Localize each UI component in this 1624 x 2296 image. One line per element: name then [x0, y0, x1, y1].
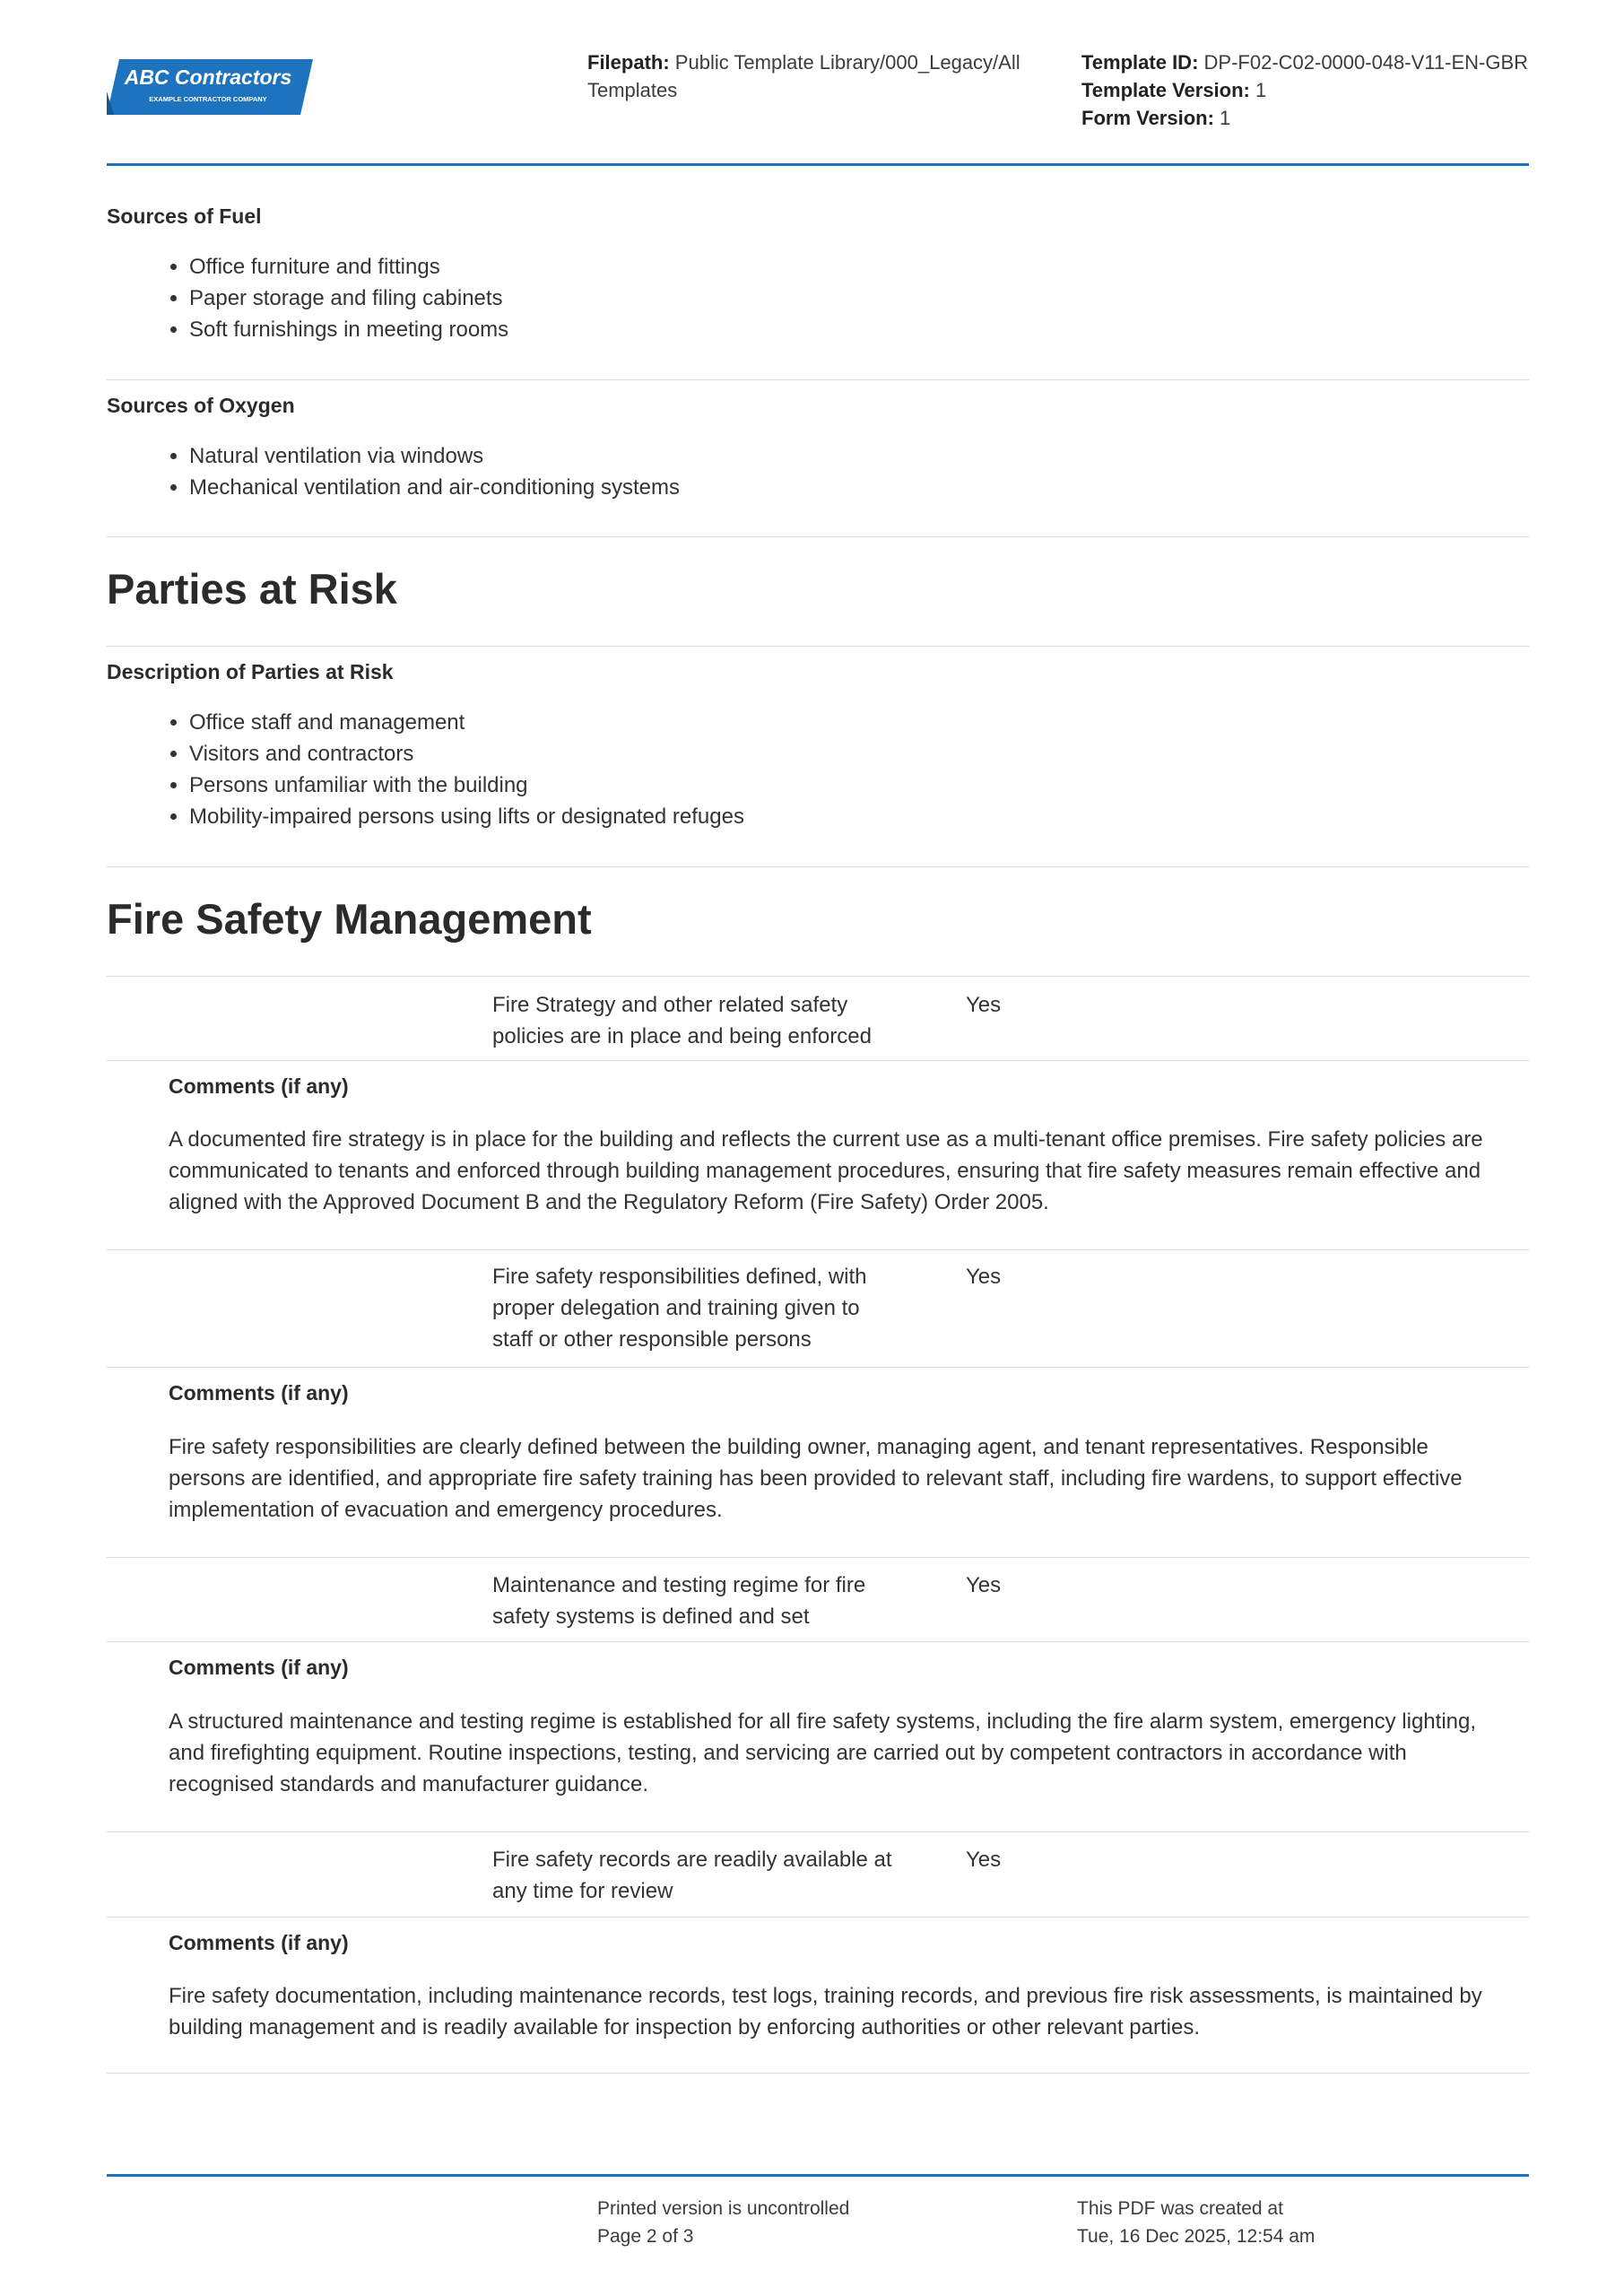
fuel-label: Sources of Fuel [107, 204, 262, 228]
fuel-section [107, 163, 1529, 379]
comment-text: Fire safety responsibilities are clearly defined between the building owner, managing agent, and tenant representatives. Responsible persons are identified, and appropriate fire safety training has been provided to relevant staff, including fire wardens, to support effective implementation of evacuation and emergency procedures. [169, 1435, 1463, 1522]
comment-label: Comments (if any) [169, 1074, 349, 1098]
page-header [107, 0, 1529, 166]
list-item: • Mechanical ventilation and air-conditioning systems [189, 472, 680, 503]
page-footer [107, 2174, 1529, 2284]
footer-left [597, 2195, 849, 2250]
question-text: Fire Strategy and other related safety policies are in place and being enforced [492, 993, 872, 1048]
document-content [107, 163, 1529, 2074]
template-version-value: 1 [1255, 79, 1267, 101]
comment-text: A documented fire strategy is in place for the building and reflects the current use as a multi-tenant office premises. Fire safety policies are communicated to tenants and enforced through building management procedures, ensuring that fire safety measures remain effective and aligned with the Approved Document B and the Regulatory Reform (Fire Safety) Order 2005. [169, 1127, 1483, 1214]
template-version [1081, 76, 1530, 104]
question-row [107, 1558, 1529, 1641]
comment-label: Comments (if any) [169, 1656, 349, 1679]
question-row [107, 977, 1529, 1060]
comment-block [107, 1368, 1529, 1557]
question-answer: Yes [966, 993, 1002, 1017]
question-text: Fire safety responsibilities defined, with proper delegation and training given to staff or other responsible persons [492, 1265, 867, 1352]
template-version-label: Template Version: [1081, 79, 1250, 101]
uncontrolled-notice: Printed version is uncontrolled [597, 2198, 850, 2219]
divider [107, 2073, 1529, 2074]
question-text: Maintenance and testing regime for fire safety systems is defined and set [492, 1573, 866, 1629]
question-answer: Yes [966, 1573, 1002, 1597]
oxygen-label: Sources of Oxygen [107, 394, 295, 417]
filepath [587, 48, 1027, 104]
list-item: • Office furniture and fittings [189, 251, 508, 283]
filepath-value: Public Template Library/000_Legacy/All Templates [587, 51, 1020, 101]
list-item: • Paper storage and filing cabinets [189, 283, 508, 314]
created-label: This PDF was created at [1077, 2198, 1283, 2219]
comment-label: Comments (if any) [169, 1931, 349, 1954]
parties-heading: Parties at Risk [107, 565, 397, 613]
question-answer: Yes [966, 1848, 1002, 1872]
list-item: • Visitors and contractors [189, 738, 744, 770]
footer-right [1077, 2195, 1315, 2250]
logo-name: ABC Contractors [124, 65, 292, 89]
template-id [1081, 48, 1530, 76]
template-id-label: Template ID: [1081, 51, 1199, 74]
comment-block [107, 1642, 1529, 1831]
parties-list [107, 707, 744, 832]
list-item: • Natural ventilation via windows [189, 440, 680, 472]
comment-block [107, 1918, 1529, 2073]
form-version [1081, 104, 1530, 132]
list-item: • Persons unfamiliar with the building [189, 770, 744, 801]
parties-heading-block [107, 537, 1529, 646]
list-item: • Office staff and management [189, 707, 744, 738]
question-row [107, 1250, 1529, 1367]
template-meta [1081, 48, 1530, 132]
created-date: Tue, 16 Dec 2025, 12:54 am [1077, 2226, 1316, 2247]
page-number: Page 2 of 3 [597, 2226, 694, 2247]
parties-section [107, 647, 1529, 866]
oxygen-section [107, 380, 1529, 536]
form-version-value: 1 [1220, 107, 1231, 129]
company-logo [107, 57, 313, 117]
comment-text: A structured maintenance and testing regime is established for all fire safety systems, including the fire alarm system, emergency lighting, and firefighting equipment. Routine inspections, testing, and servicing are carried out by competent contractors in accordance with recognised standards and manufacturer guidance. [169, 1709, 1477, 1796]
parties-label: Description of Parties at Risk [107, 660, 394, 683]
question-answer: Yes [966, 1265, 1002, 1289]
management-heading-block [107, 867, 1529, 976]
comment-block [107, 1061, 1529, 1249]
question-row [107, 1832, 1529, 1917]
filepath-label: Filepath: [587, 51, 670, 74]
oxygen-list [107, 440, 680, 503]
comment-label: Comments (if any) [169, 1381, 349, 1405]
list-item: • Mobility-impaired persons using lifts or designated refuges [189, 801, 744, 832]
comment-text: Fire safety documentation, including maintenance records, test logs, training records, and previous fire risk assessments, is maintained by building management and is readily available for inspection by enforcing authorities or other relevant parties. [169, 1984, 1482, 2039]
list-item: • Soft furnishings in meeting rooms [189, 314, 508, 345]
form-version-label: Form Version: [1081, 107, 1214, 129]
logo-tagline: EXAMPLE CONTRACTOR COMPANY [149, 95, 267, 103]
fuel-list [107, 251, 508, 345]
management-heading: Fire Safety Management [107, 895, 592, 943]
template-id-value: DP-F02-C02-0000-048-V11-EN-GBR [1203, 51, 1529, 74]
question-text: Fire safety records are readily available at any time for review [492, 1848, 892, 1903]
